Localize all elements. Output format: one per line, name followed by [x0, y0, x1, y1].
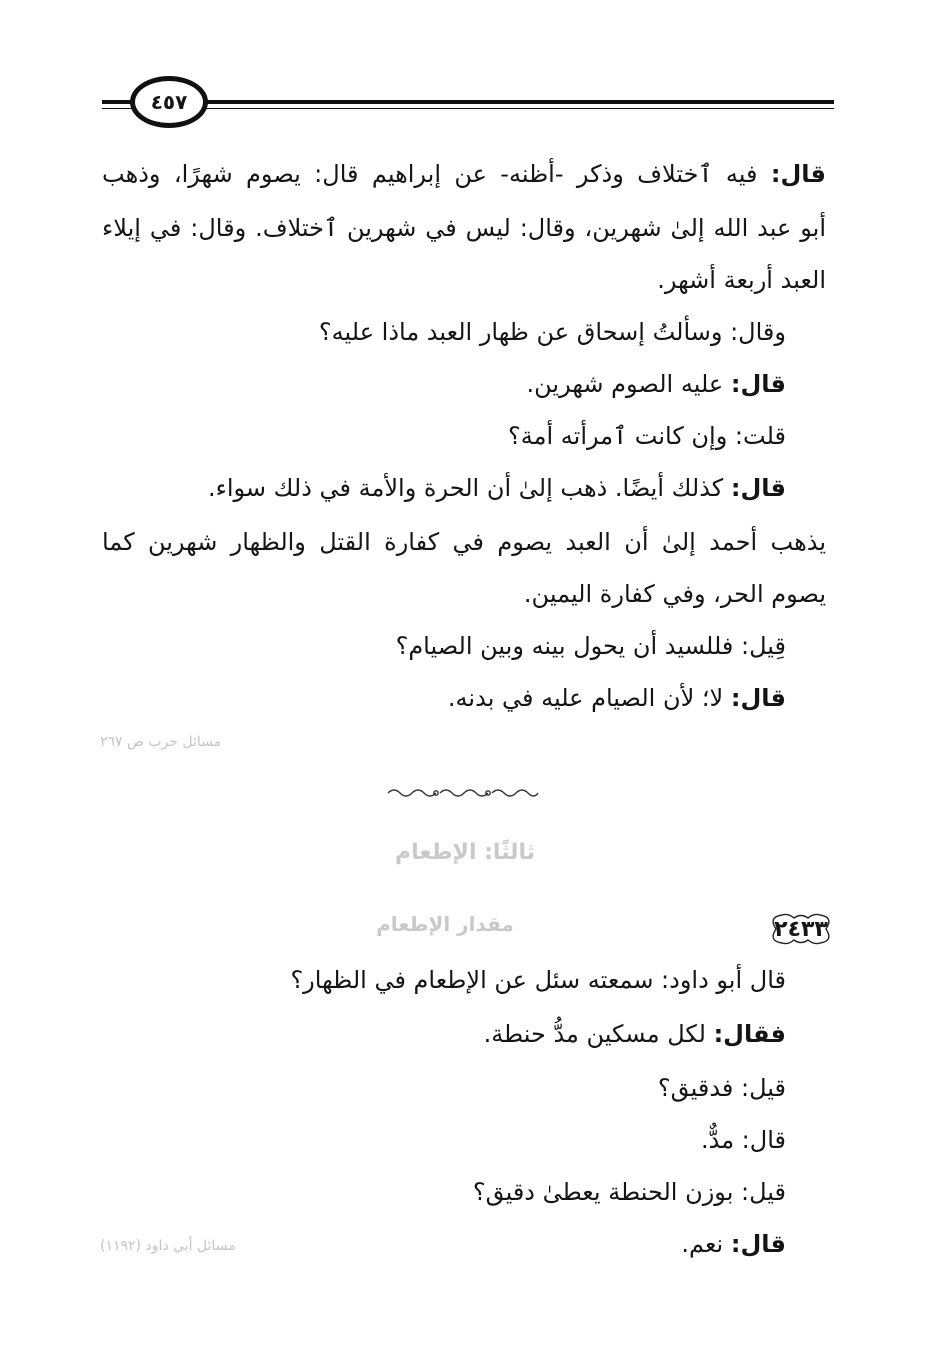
text-line-16: قيل: بوزن الحنطة يعطىٰ دقيق؟ — [472, 1178, 786, 1206]
text-line-9: يصوم الحر، وفي كفارة اليمين. — [523, 580, 826, 608]
section-subtitle: مقدار الإطعام — [376, 912, 514, 936]
text-line-1: قال: فيه ٱختلاف وذكر -أظنه- عن إبراهيم قال: يصوم شهرًا، وذهب — [102, 160, 826, 188]
text-line-7: قال: كذلك أيضًا. ذهب إلىٰ أن الحرة والأمة في ذلك سواء. — [207, 474, 786, 502]
page-number: ٤٥٧ — [130, 76, 208, 128]
text-line-5: قال: عليه الصوم شهرين. — [526, 370, 786, 398]
text-line-10: قِيل: فللسيد أن يحول بينه وبين الصيام؟ — [395, 632, 786, 660]
text-line-6: قلت: وإن كانت ٱمرأته أمة؟ — [508, 422, 786, 450]
text-line-2: أبو عبد الله إلىٰ شهرين، وقال: ليس في شهرين ٱختلاف. وقال: في إيلاء — [102, 214, 826, 242]
text-line-14: قيل: فدقيق؟ — [657, 1074, 786, 1102]
text-line-12: قال أبو داود: سمعته سئل عن الإطعام في الظهار؟ — [290, 966, 786, 994]
text-line-15: قال: مدٌّ. — [700, 1126, 786, 1154]
issue-number-badge: ٢٤٣٣ — [766, 912, 836, 946]
header-rule-thin — [102, 108, 834, 109]
text-line-11: قال: لا؛ لأن الصيام عليه في بدنه. — [447, 684, 786, 712]
text-line-8: يذهب أحمد إلىٰ أن العبد يصوم في كفارة القتل والظهار شهرين كما — [102, 528, 826, 556]
header-rule-thick — [102, 100, 834, 104]
ornament-divider — [384, 786, 540, 800]
margin-note-source-1: مسائل حرب ص ٢٦٧ — [100, 734, 222, 750]
text-line-17: قال: نعم. — [681, 1230, 786, 1258]
text-line-4: وقال: وسألتُ إسحاق عن ظهار العبد ماذا عليه؟ — [318, 318, 786, 346]
text-line-3: العبد أربعة أشهر. — [657, 266, 826, 294]
text-line-13: فقال: لكل مسكين مدُّ حنطة. — [483, 1020, 786, 1048]
section-title: ثالثًا: الإطعام — [395, 840, 535, 865]
margin-note-source-2: مسائل أبي داود (١١٩٢) — [100, 1238, 236, 1254]
